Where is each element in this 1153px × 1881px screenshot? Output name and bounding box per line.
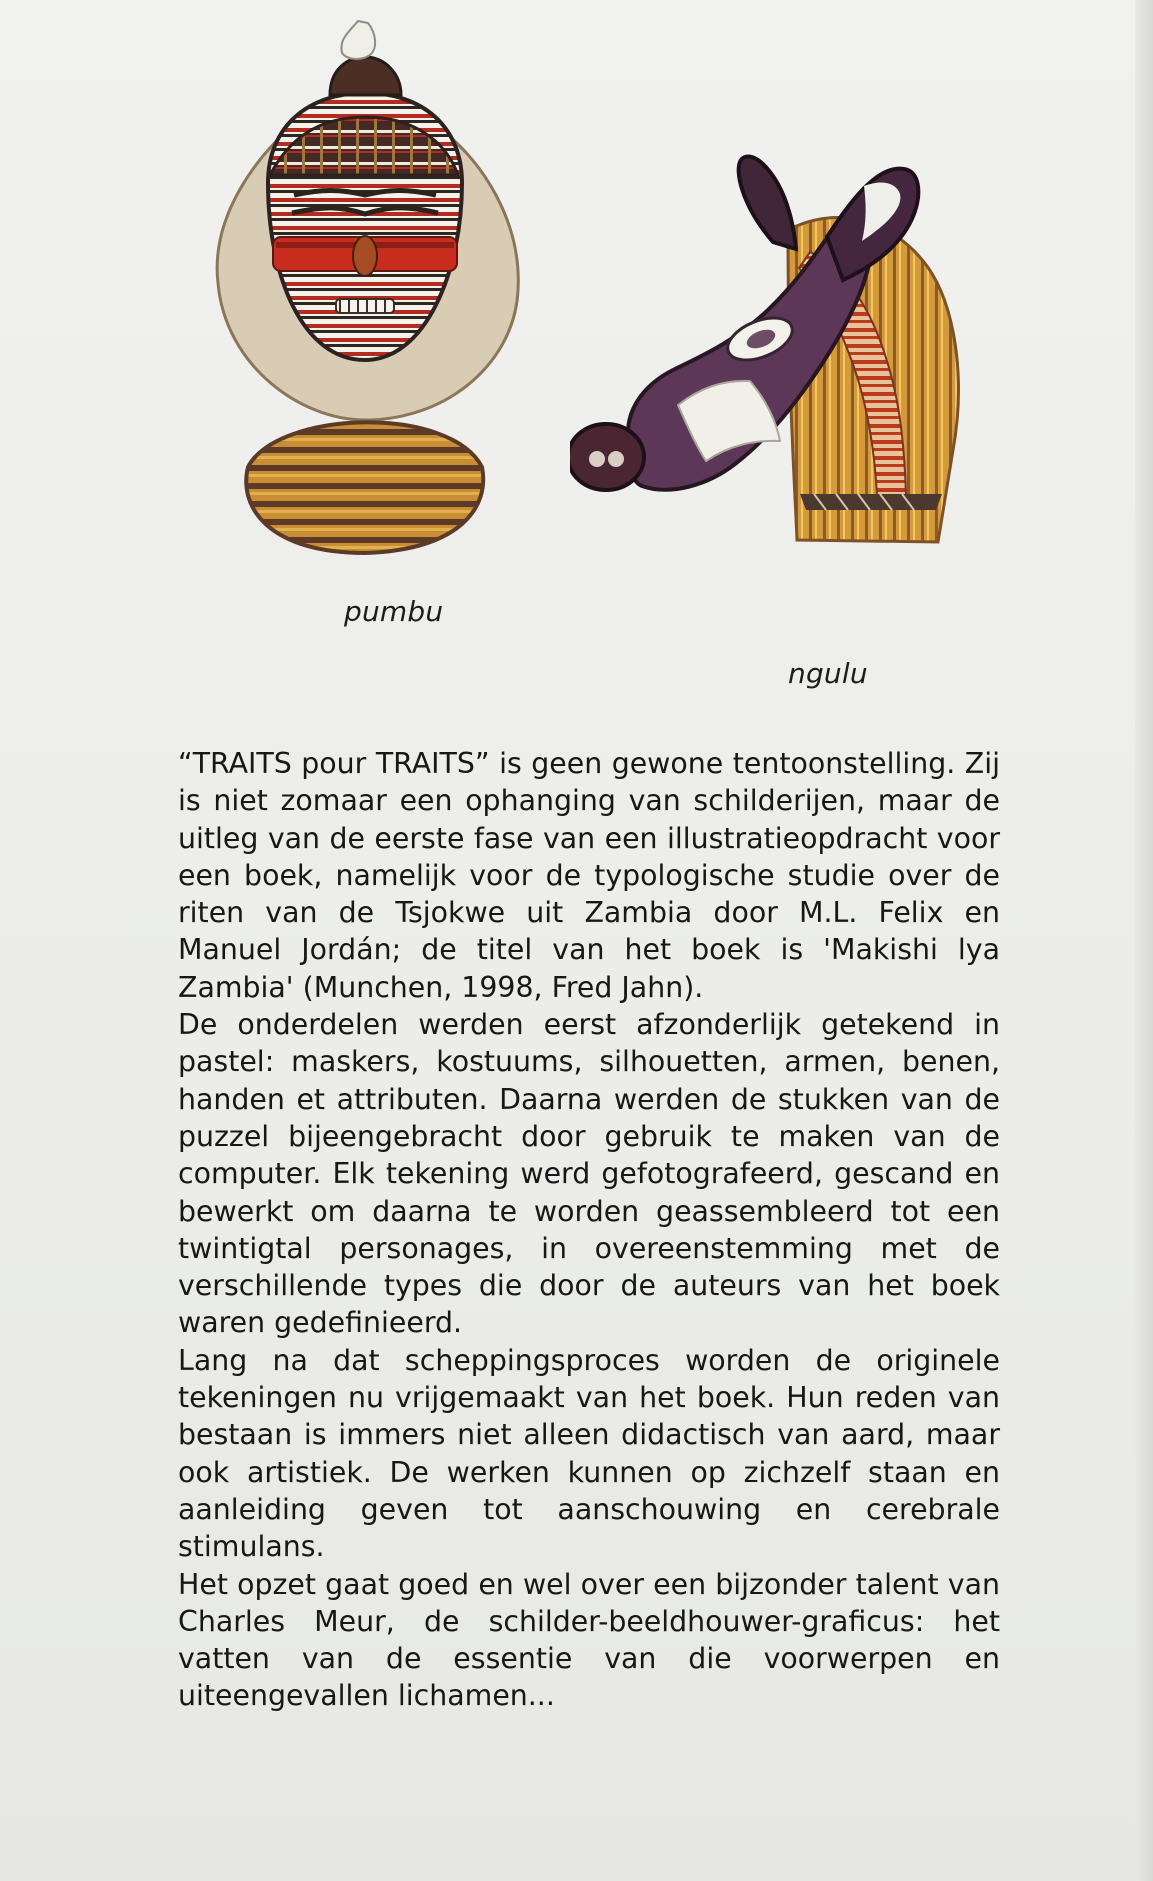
pumbu-caption: pumbu xyxy=(344,595,444,628)
page-edge-shadow xyxy=(1135,0,1153,1881)
article-text xyxy=(178,745,1000,1715)
ngulu-mask-icon xyxy=(570,150,995,620)
paragraph-3: Lang na dat scheppingsproces worden de originele tekeningen nu vrijgemaakt van het boek. Hun reden van bestaan is immers niet alleen didactisch van aard, maar ook artistiek. De werken kunnen op zichzelf staan en aanleiding geven tot aanschouwing en cerebrale stimulans. xyxy=(178,1343,1000,1564)
pumbu-mask-icon xyxy=(190,15,540,580)
paragraph-4: Het opzet gaat goed en wel over een bijzonder talent van Charles Meur, de schilder-beeldhouwer-graficus: het vatten van de essentie van die voorwerpen en uiteengevallen lichamen... xyxy=(178,1567,1000,1713)
paragraph-1: “TRAITS pour TRAITS” is geen gewone tentoonstelling. Zij is niet zomaar een ophanging van schilderijen, maar de uitleg van de eerste fase van een illustratieopdracht voor een boek, namelijk voor de typologische studie over de riten van de Tsjokwe uit Zambia door M.L. Felix en Manuel Jordán; de titel van het boek is 'Makishi lya Zambia' (Munchen, 1998, Fred Jahn). xyxy=(178,747,1000,1004)
ngulu-caption: ngulu xyxy=(788,657,868,690)
paragraph-2: De onderdelen werden eerst afzonderlijk getekend in pastel: maskers, kostuums, silhouetten, armen, benen, handen et attributen. Daarna werden de stukken van de puzzel bijeengebracht door gebruik te maken van de computer. Elk tekening werd gefotografeerd, gescand en bewerkt om daarna te worden geassembleerd tot een twintigtal personages, in overeenstemming met de verschillende types die door de auteurs van het boek waren gedefinieerd. xyxy=(178,1008,1000,1340)
